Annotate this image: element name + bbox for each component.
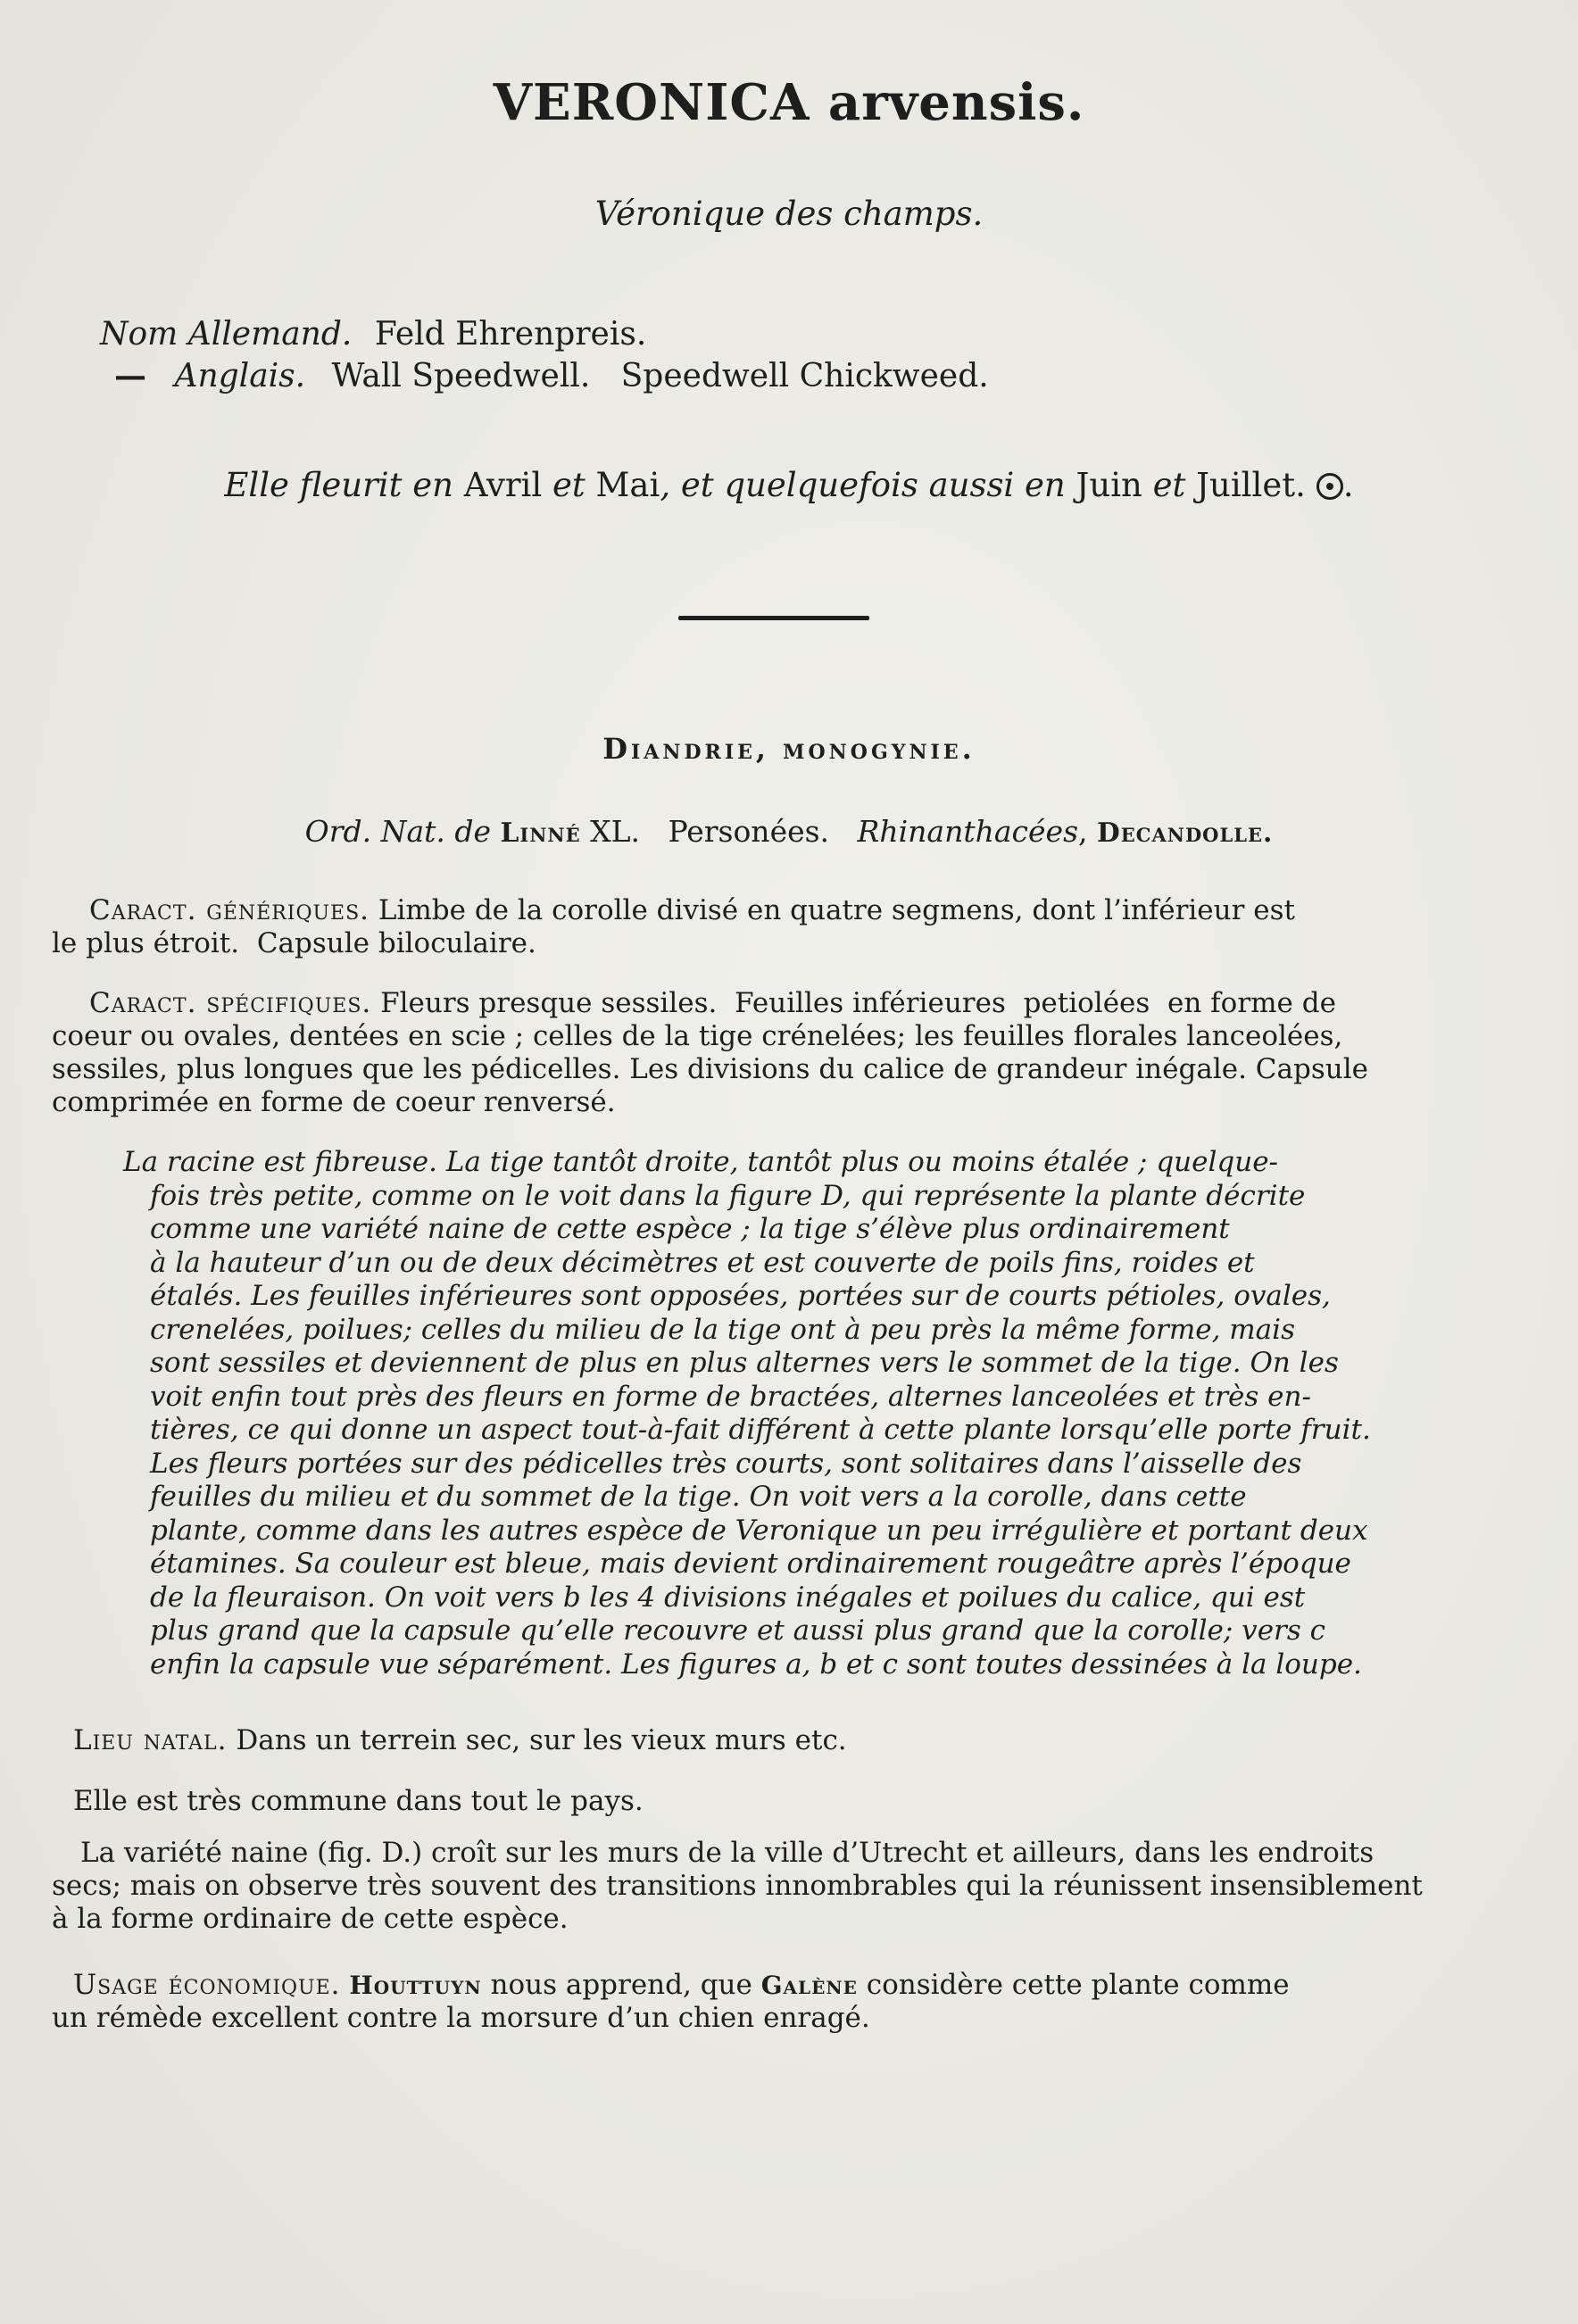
description-line: de la fleuraison. On voit vers b les 4 divisions inégales et poilues du calice, qui est	[150, 1581, 1306, 1614]
description-line: feuilles du milieu et du sommet de la tige. On voit vers a la corolle, dans cette	[150, 1481, 1247, 1513]
dwarf-variety-note	[52, 1837, 1496, 1936]
flowering-period-dot: .	[1342, 466, 1354, 504]
english-name-line	[114, 357, 989, 394]
flowering-period	[0, 466, 1578, 504]
variety-text: à la forme ordinaire de cette espèce.	[52, 1903, 569, 1935]
native-habitat-text: Dans un terrein sec, sur les vieux murs etc.	[227, 1724, 847, 1756]
economic-use-text: nous apprend, que	[481, 1969, 761, 2001]
flowering-month: Avril	[463, 466, 543, 504]
description-line: plus grand que la capsule qu’elle recouvre et aussi plus grand que la corolle; vers c	[150, 1614, 1325, 1647]
description-block	[52, 1146, 1496, 1681]
linnaean-class: Diandrie, monogynie.	[602, 732, 976, 766]
native-habitat-lead: Lieu natal.	[73, 1724, 228, 1756]
family-name: Rhinanthacées	[857, 814, 1079, 849]
natural-order	[0, 814, 1578, 849]
description-line: crenelées, poilues; celles du milieu de la tige ont à peu près la même forme, mais	[150, 1313, 1295, 1346]
flowering-text: Elle fleurit en	[224, 466, 464, 504]
description-line: Les fleurs portées sur des pédicelles très courts, sont solitaires dans l’aisselle des	[150, 1447, 1302, 1480]
flowering-month: Juillet.	[1196, 466, 1306, 504]
annual-symbol-icon	[1316, 473, 1343, 500]
german-name-label: Nom Allemand.	[100, 316, 353, 353]
german-name-line	[100, 316, 646, 353]
specific-characters-text: Fleurs presque sessiles. Feuilles inférieures petiolées en forme de	[371, 987, 1336, 1019]
order-text: ,	[1078, 814, 1097, 849]
page-subtitle: Véronique des champs.	[594, 195, 984, 233]
frequency-text: Elle est très commune dans tout le pays.	[73, 1785, 644, 1817]
author-name: Linné	[500, 818, 581, 849]
page-title: VERONICA arvensis.	[493, 73, 1085, 132]
economic-use	[52, 1969, 1496, 2035]
specific-characters	[52, 987, 1496, 1119]
flowering-text: et	[1142, 466, 1197, 504]
author-name: Galène	[760, 1971, 858, 2000]
economic-use-text: considère cette plante comme	[857, 1969, 1290, 2001]
german-name-value: Feld Ehrenpreis.	[374, 316, 647, 353]
description-line: enfin la capsule vue séparément. Les figures a, b et c sont toutes dessinées à la loupe.	[150, 1648, 1362, 1681]
economic-use-text	[341, 1969, 350, 2001]
generic-characters-text: Limbe de la corolle divisé en quatre segmens, dont l’inférieur est	[370, 894, 1296, 926]
order-text: Ord. Nat. de	[304, 814, 501, 849]
specific-characters-text: sessiles, plus longues que les pédicelles. Les divisions du calice de grandeur inégale. Capsule	[52, 1053, 1368, 1085]
generic-characters	[52, 894, 1496, 960]
frequency-note	[52, 1785, 1496, 1818]
economic-use-lead: Usage économique.	[73, 1969, 341, 2001]
description-line: étamines. Sa couleur est bleue, mais devient ordinairement rougeâtre après l’époque	[150, 1548, 1351, 1580]
description-line: plante, comme dans les autres espèce de Veronique un peu irrégulière et portant deux	[150, 1514, 1368, 1547]
flowering-month: Juin	[1076, 466, 1142, 504]
description-line: étalés. Les feuilles inférieures sont opposées, portées sur de courts pétioles, ovales,	[150, 1280, 1331, 1312]
author-name: Houttuyn	[349, 1971, 482, 2000]
variety-text: La variété naine (fig. D.) croît sur les murs de la ville d’Utrecht et ailleurs, dans les endroits	[80, 1837, 1375, 1869]
economic-use-text: un rémède excellent contre la morsure d’un chien enragé.	[52, 2002, 870, 2034]
specific-characters-text: comprimée en forme de coeur renversé.	[52, 1086, 616, 1118]
flowering-month: Mai	[595, 466, 660, 504]
flowering-text: , et quelquefois aussi en	[660, 466, 1076, 504]
variety-text: secs; mais on observe très souvent des transitions innombrables qui la réunissent insensiblement	[52, 1870, 1423, 1902]
description-line: fois très petite, comme on le voit dans la figure D, qui représente la plante décrite	[150, 1179, 1306, 1212]
english-name-label: Anglais.	[174, 358, 306, 394]
english-name-dash: —	[114, 357, 146, 394]
description-line: voit enfin tout près des fleurs en forme de bractées, alternes lanceolées et très en-	[150, 1380, 1311, 1413]
generic-characters-text: le plus étroit. Capsule biloculaire.	[52, 927, 536, 959]
generic-characters-lead: Caract. génériques.	[89, 894, 370, 926]
flowering-text: et	[542, 466, 596, 504]
specific-characters-lead: Caract. spécifiques.	[89, 987, 372, 1019]
native-habitat	[52, 1724, 1496, 1757]
specific-characters-text: coeur ou ovales, dentées en scie ; celles de la tige crénelées; les feuilles florales lanceolées,	[52, 1020, 1343, 1052]
description-line: à la hauteur d’un ou de deux décimètres et est couverte de poils fins, roides et	[150, 1246, 1255, 1279]
author-name: Decandolle.	[1097, 818, 1274, 849]
description-line: La racine est fibreuse. La tige tantôt droite, tantôt plus ou moins étalée ; quelque-	[123, 1146, 1279, 1178]
description-line: sont sessiles et deviennent de plus en plus alternes vers le sommet de la tige. On les	[150, 1347, 1339, 1379]
order-text: XL. Personées.	[580, 814, 858, 849]
english-name-value: Wall Speedwell. Speedwell Chickweed.	[331, 358, 989, 394]
section-divider	[678, 616, 869, 620]
description-line: tières, ce qui donne un aspect tout-à-fait différent à cette plante lorsqu’elle porte fruit.	[150, 1414, 1371, 1446]
description-line: comme une variété naine de cette espèce ; la tige s’élève plus ordinairement	[150, 1213, 1230, 1245]
